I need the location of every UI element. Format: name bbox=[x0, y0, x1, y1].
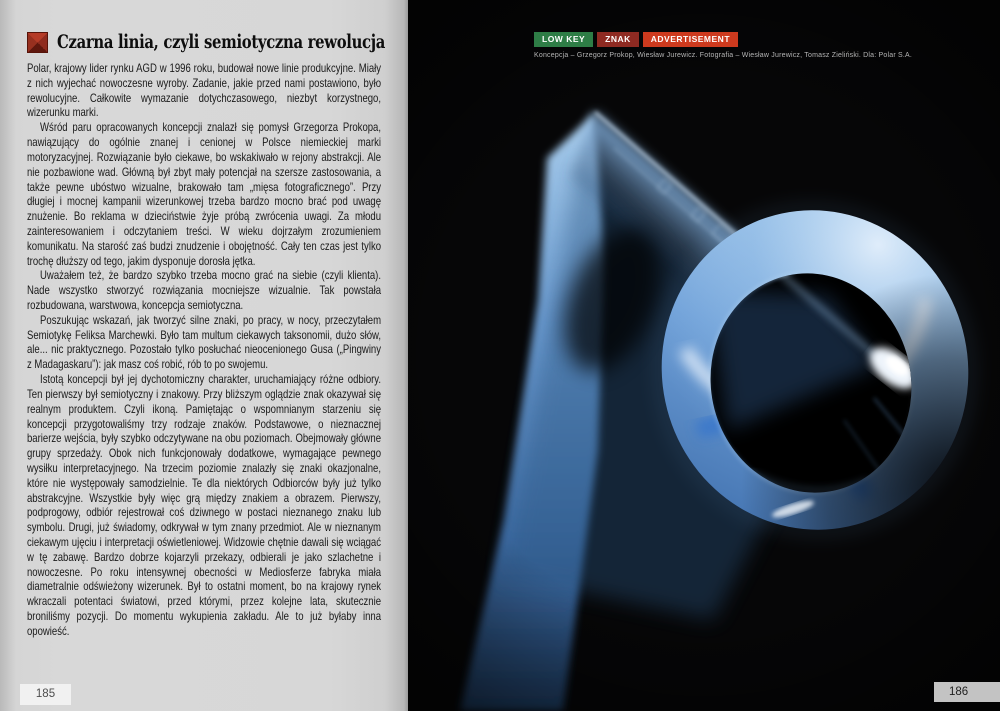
article-body bbox=[27, 62, 381, 640]
paragraph: Istotą koncepcji był jej dychotomiczny charakter, uruchamiający różne odbiory. Ten pierwszy był semiotyczny i znakowy. Przy bliższym oglądzie znak okazywał się realnym produktem. Czyli ikoną. Pamiętając o wspomnianym starzeniu się koncepcji przygotowaliśmy trzy rodzaje znaków. Podstawowe, o nieznacznej barierze wejścia, były szybko odczytywane na obu poziomach. Obejmowały główne grupy sprzedaży. Obok nich funkcjonowały dodatkowe, wymagające pewnego wysiłku interpretacyjnego. Na trzecim poziomie znalazły się znaki okazjonalne, które nie występowały samodzielnie. Te dla niektórych Odbiorców były już tylko abstrakcyjne. Wszystkie były więc grą między znakiem a obrazem. Pierwszy, podprogowy, odbiór rejestrował coś dziwnego w postaci nieznanego znaku lub symbolu. Drugi, już świadomy, odkrywał w tym znany przedmiot. Ale w nieznanym ciekawym ujęciu i interpretacji oświetleniowej. Widzowie chętnie dawali się wciągać w tę zabawę. Bardzo dobrze kojarzyli przekazy, odbierali je jako szlachetne i nowoczesne. Po roku intensywnej obecności w Mediosferze fabryka miała diametralnie odświeżony wizerunek. Był to ostatni moment, bo na krajowy rynek wkraczali potentaci światowi, przed którymi, przez kolejne lata, skutecznie broniliśmy pozycji. Do momentu wykupienia zakładu. Ale to już byłaby inna opowieść. bbox=[27, 373, 382, 638]
photo-caption: Koncepcja – Grzegorz Prokop, Wiesław Jurewicz. Fotografia – Wiesław Jurewicz, Tomasz Zieliński. Dla: Polar S.A. bbox=[534, 52, 913, 59]
page-number-right: 186 bbox=[934, 682, 1000, 702]
low-key-campaign-photo bbox=[408, 0, 1000, 711]
paragraph: Wśród paru opracowanych koncepcji znalazł się pomysł Grzegorza Prokopa, nawiązujący do ogólnie znanej i cenionej w Polsce niemieckiej marki motoryzacyjnej. Rozwiązanie było ciekawe, bo wskakiwało w rejony abstrakcji. Ale nie pozbawione wad. Główną był zbyt mały potencjał na szersze zastosowania, a także pewne ubóstwo wizualne, brakowało tam „mięsa fotograficznego”. Przy długiej i mocnej kampanii wizerunkowej trzeba bardzo mocno brać pod uwagę znużenie. Bo reklama w dzieciństwie żyje próbą zwrócenia uwagi. Za młodu zainteresowaniem i odczytaniem treści. W wieku dojrzałym zrozumieniem komunikatu. Na starość zaś budzi znudzenie i obojętność. Cały ten czas jest tylko trochę dłuższy od tego, jakim dysponuje dorosła jętka. bbox=[27, 121, 382, 268]
category-tags bbox=[534, 32, 738, 47]
paragraph: Polar, krajowy lider rynku AGD w 1996 roku, budował nowe linie produkcyjne. Miały z nich wyjechać nowoczesne wyroby. Zadanie, jakie przed nami postawiono, było rewolucyjne. Całkowite wymazanie dotychczasowego, niezbyt korzystnego, wizerunku marki. bbox=[27, 62, 382, 120]
tag-znak: ZNAK bbox=[597, 32, 639, 47]
tag-advertisement: ADVERTISEMENT bbox=[643, 32, 738, 47]
paragraph: Poszukując wskazań, jak tworzyć silne znaki, po pracy, w nocy, przeczytałem Semiotykę Feliksa Marchewki. Było tam multum ciekawych taksonomii, dużo słów, ale... nic praktycznego. Pozostało tylko posłuchać nieocenionego Gusa („Pingwiny z Madagaskaru”): jak masz coś robić, rób to po swojemu. bbox=[27, 313, 382, 372]
tag-low-key: LOW KEY bbox=[534, 32, 593, 47]
paragraph: Uważałem też, że bardzo szybko trzeba mocno grać na siebie (czyli klienta). Nade wszystko stworzyć rozwiązania mocniejsze wizualnie. Tak powstała rozbudowana, warstwowa, koncepcja semiotyczna. bbox=[27, 269, 382, 312]
right-page bbox=[408, 0, 1000, 711]
article-title: Czarna linia, czyli semiotyczna rewolucja bbox=[57, 31, 386, 53]
page-number-left: 185 bbox=[20, 684, 71, 705]
red-square-icon bbox=[27, 32, 48, 53]
left-page bbox=[0, 0, 408, 711]
